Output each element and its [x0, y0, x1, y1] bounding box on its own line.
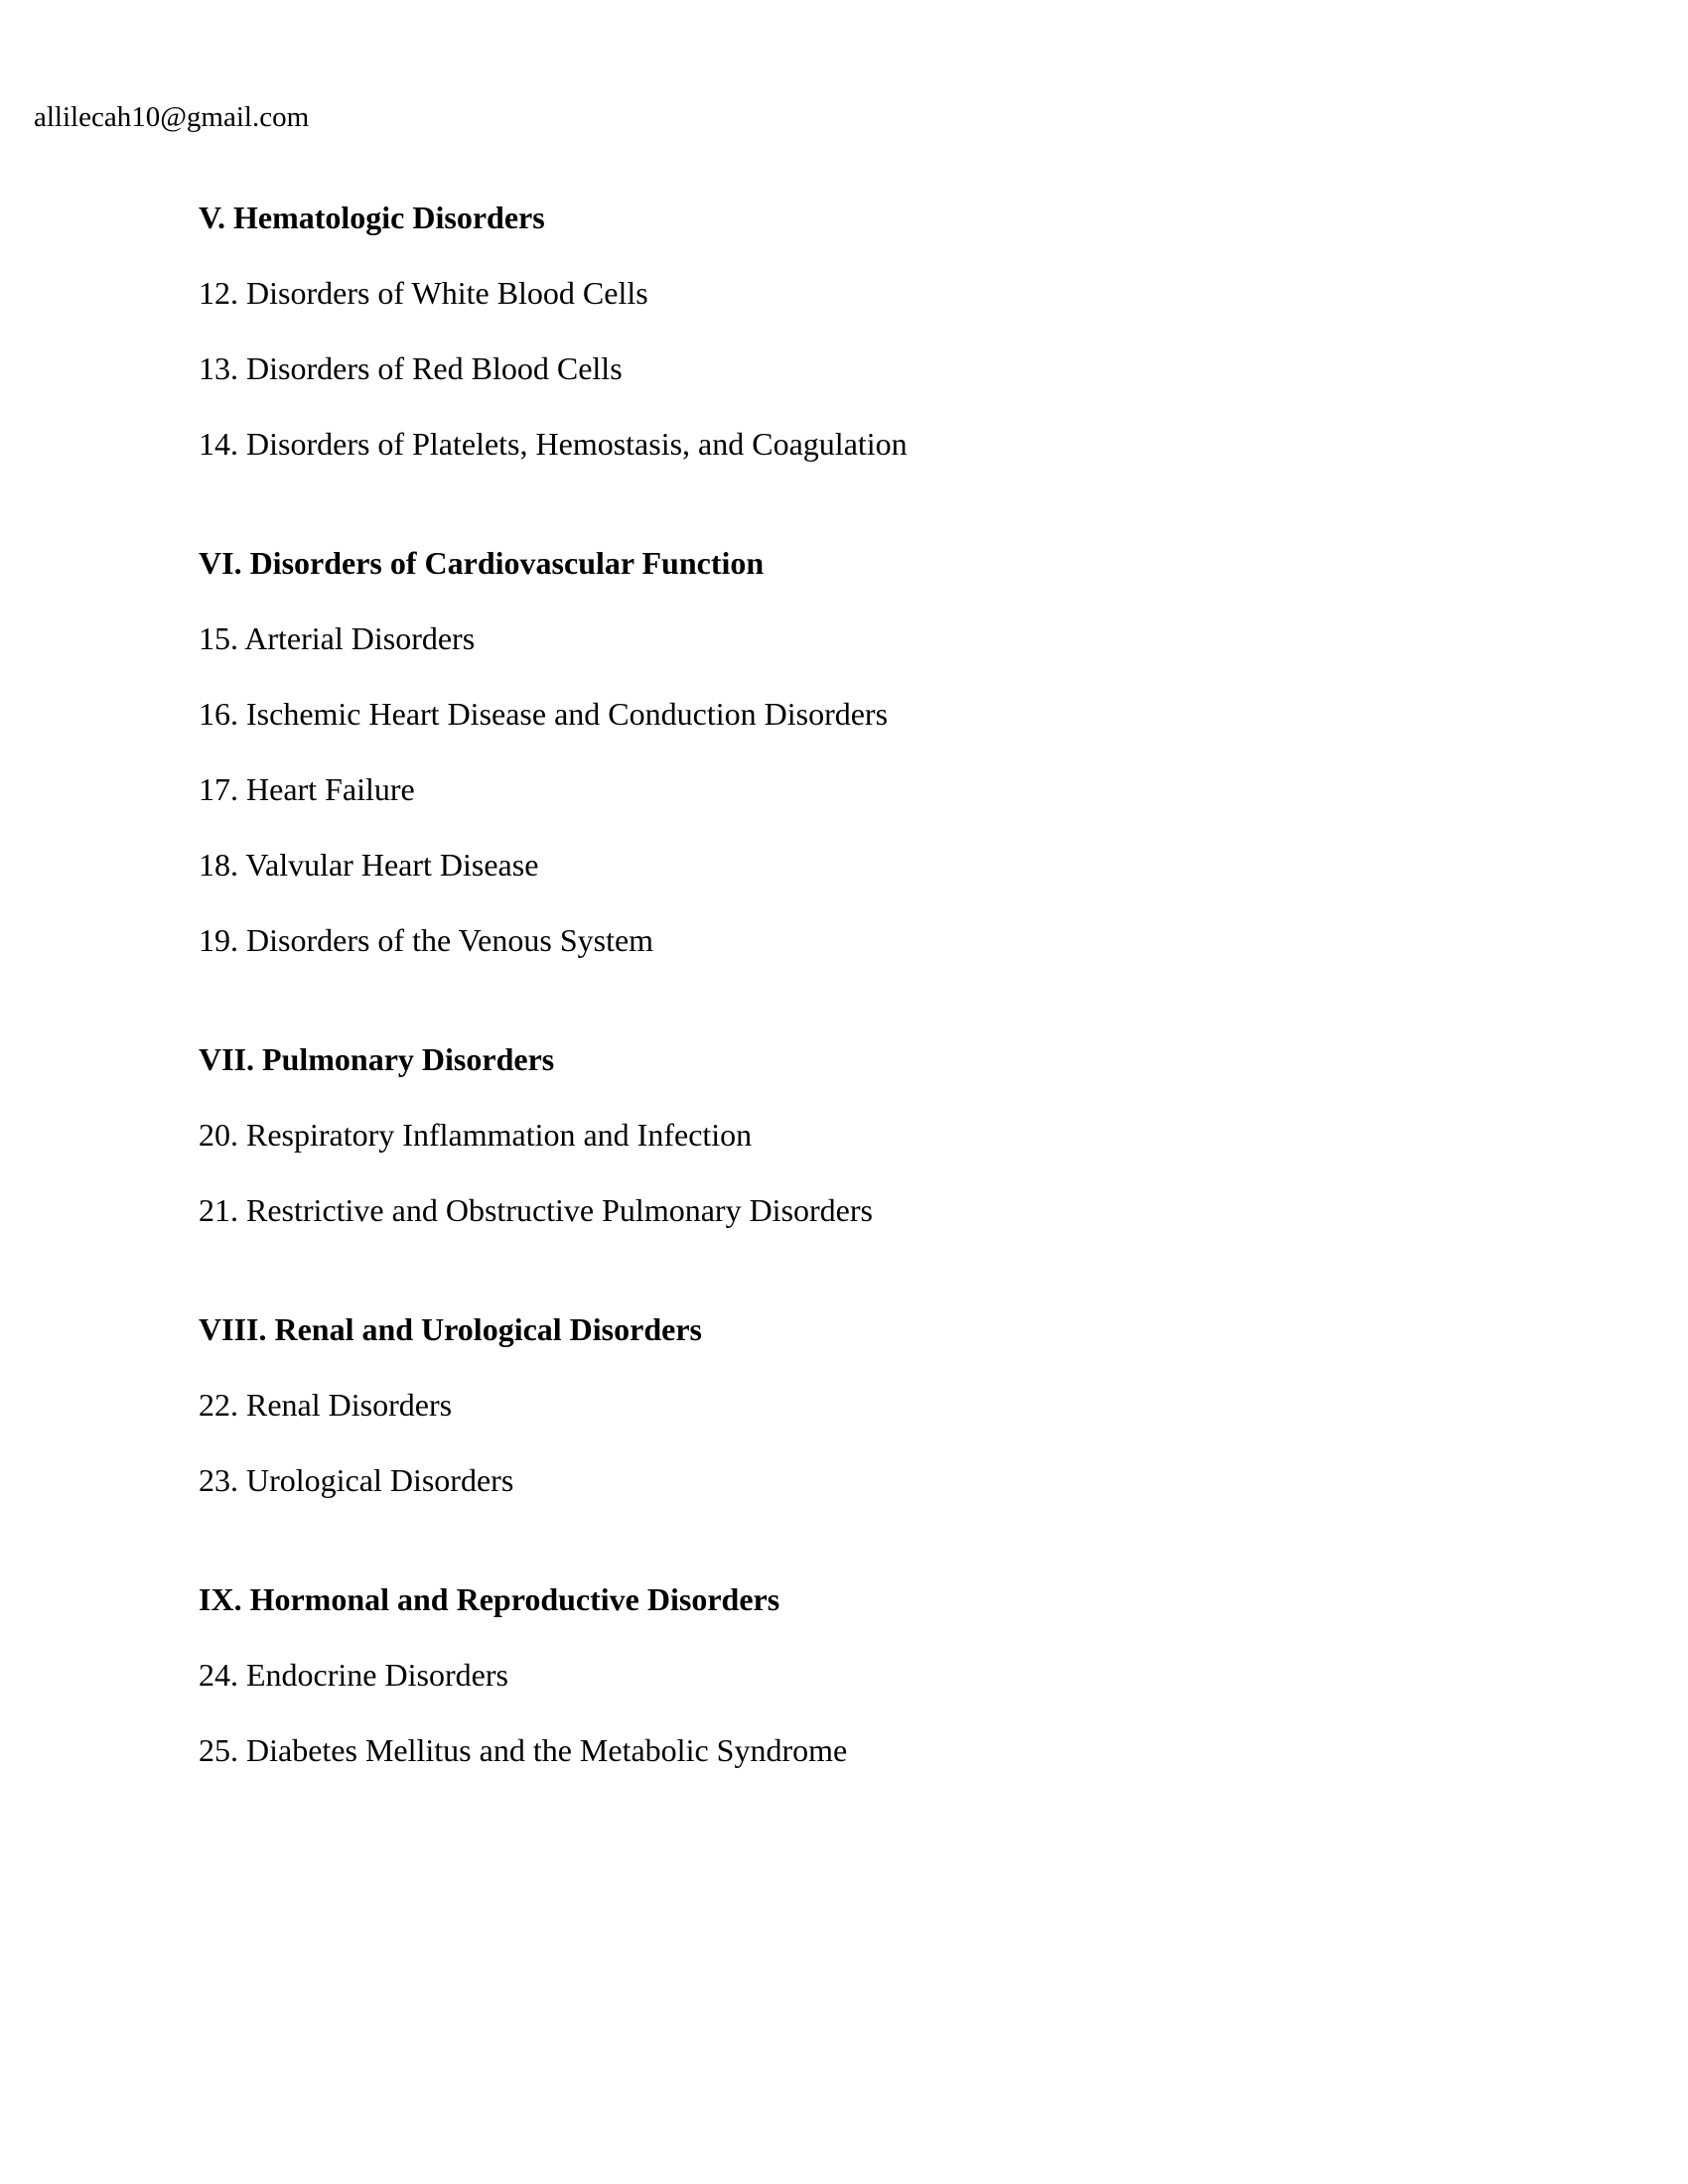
chapter-item: 12. Disorders of White Blood Cells	[199, 275, 648, 311]
section-hormonal	[199, 1577, 1589, 1772]
chapter-item: 22. Renal Disorders	[199, 1387, 453, 1423]
chapter-item: 21. Restrictive and Obstructive Pulmonary Disorders	[199, 1192, 873, 1228]
chapter-item: 25. Diabetes Mellitus and the Metabolic Syndrome	[199, 1732, 848, 1768]
chapter-item: 13. Disorders of Red Blood Cells	[199, 350, 623, 386]
chapter-item: 19. Disorders of the Venous System	[199, 922, 654, 958]
chapter-item: 15. Arterial Disorders	[199, 620, 476, 656]
header-email: allilecah10@gmail.com	[34, 101, 310, 133]
section-renal	[199, 1307, 1589, 1502]
table-of-contents	[199, 196, 1589, 1847]
section-hematologic	[199, 196, 1589, 466]
chapter-item: 17. Heart Failure	[199, 771, 415, 807]
section-heading: VII. Pulmonary Disorders	[199, 1041, 555, 1077]
chapter-item: 23. Urological Disorders	[199, 1462, 514, 1498]
section-pulmonary	[199, 1037, 1589, 1232]
chapter-item: 20. Respiratory Inflammation and Infection	[199, 1117, 753, 1153]
chapter-item: 16. Ischemic Heart Disease and Conduction Disorders	[199, 696, 889, 732]
chapter-item: 18. Valvular Heart Disease	[199, 847, 539, 883]
chapter-item: 24. Endocrine Disorders	[199, 1657, 508, 1693]
section-heading: IX. Hormonal and Reproductive Disorders	[199, 1581, 780, 1617]
section-heading: V. Hematologic Disorders	[199, 200, 545, 235]
section-cardiovascular	[199, 541, 1589, 962]
section-heading: VI. Disorders of Cardiovascular Function	[199, 545, 765, 581]
chapter-item: 14. Disorders of Platelets, Hemostasis, and Coagulation	[199, 426, 908, 462]
section-heading: VIII. Renal and Urological Disorders	[199, 1311, 702, 1347]
